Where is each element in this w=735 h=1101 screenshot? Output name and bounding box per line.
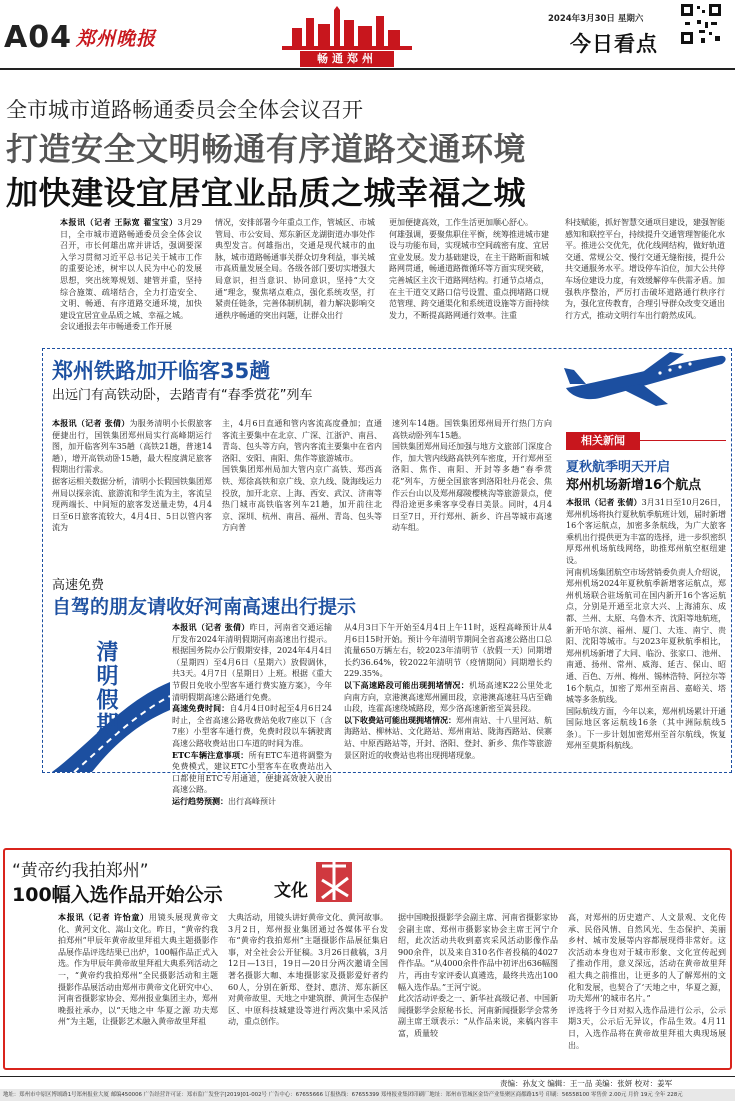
photo-column-3: 据中国晚报摄影学会副主席、河南省摄影家协会副主席、郑州市摄影家协会主席王河宁介绍，此次活动共收到嘉宾采风活动影像作品900余件，以及来自310名作者投稿的4027件作品。“从4000余件作品中初评出636幅图片，再由专家评委认真遴选，最终共选出100幅入选作品。”王河宁说。 此次活动评委之一、新华社高级记者、中国新闻摄影学会原秘书长、河南新闻摄影学会常务副主席王颂表示：“从作品来说，来稿内容丰富，质量较 [398, 913, 558, 1038]
highway-kicker: 高速免费 [52, 578, 105, 593]
lead-column-3: 更加便捷高效，工作生活更加顺心舒心。 何雄强调，要聚焦职住平衡，统筹推进城市建设与功能布局，实现城市空间疏密有度、宜居宜业发展。发力基础建设，在主干路断面和城路网贯通，畅通道路微循环等方面实现突破，完善城区主次干道路网结构。打通节点堵点，在主干道交叉路口信号设置、重点拥堵路口规范管理、跨交通渠化和系统道设施等方面持续发力，不断提高路网通行效率。注重 [389, 218, 549, 320]
lead-column-4: 科技赋能，抓好智慧交通项目建设，建强智能感知和联控平台，持续提升交通管理智能化水平。推进公交优先，优化线网结构，做好轨道交通、常规公交、慢行交通无缝衔接，提升公共交通服务水平。增设停车泊位，加大公共停车场位建设力度，有效缓解停车供需矛盾。加强秩序整治，严厉打击破坏道路通行秩序行为，强化宣传教育，合理引导群众改变交通出行方式，推动文明行车出行蔚然成风。 [565, 218, 725, 320]
culture-logo [272, 856, 364, 904]
lead-byline: 本报讯（记者 王际宽 翟宝宝） [60, 217, 178, 227]
lead-headline-2: 加快建设宜居宜业品质之城幸福之城 [6, 174, 527, 212]
section-logo [282, 6, 412, 68]
lead-column-2: 情况，安排部署今年重点工作，管城区、市城管局、市公安局、郑东新区龙湖街道办事处作典型发言。何雄指出，交通是现代城市的血脉，城市道路畅通事关群众切身利益，事关城市高质量发展全局。各级各部门要切实增强大局意识，担当意识、协同意识，坚持“大交通”理念，聚焦堵点难点，强化系统攻坚，打紧责任链条，完善体制机制，着力解决影响交通秩序畅通的突出问题，让群众出行 [215, 218, 375, 320]
rail-column-3: 速列车14趟。国铁集团郑州局开行热门方向高铁动卧列车15趟。 国铁集团郑州局还加强与地方文旅部门深度合作，加大管内线路高铁列车密度，开行郑州至洛阳、焦作、南阳、开封等多趟“春季赏花”列车，方便全国旅客到洛阳牡丹花会、焦作云台山以及郑州鄢陵樱桃沟等旅游景点，使得沿途更多乘客享受春日美景。同时，4月4日至7日，开行郑州、新乡、许昌等城市高速动车组。 [392, 419, 552, 533]
section-banner: 畅通郑州 [300, 51, 394, 67]
page-title: 今日看点 [570, 32, 658, 56]
lead-column-1: 本报讯（记者 王际宽 翟宝宝）3月29日，全市城市道路畅通委员会全体会议召开，市长何雄出席并讲话，强调要深入学习贯彻习近平总书记关于城市工作的重要论述，树牢以人民为中心的发展思想，突出统筹规划、建管并重，坚持综合施策、疏堵结合，全力打造安全、文明、畅通、有序道路交通环境，加快建设宜居宜业品质之城、幸福之城。 会议通报去年市畅通委工作开展 [60, 217, 202, 332]
highway-column-1: 本报讯（记者 张倩）昨日，河南省交通运输厅发布2024年清明假期河南高速出行提示。根据国务院办公厅假期安排，2024年4月4日（星期四）至4月6日（星期六）放假调休，共3天。4月7日（星期日）上班。根据《重大节假日免收小型客车通行费实施方案》，今年清明假期高速公路通行免费。 高速免费时间：自4月4日0时起至4月6日24时止，全省高速公路收费站免收7座以下（含7座）小型客车通行费，免费时段以车辆驶离高速公路收费站出口车道的时间为准。 ETC车辆注意事项：所有ETC车道将调整为免费模式，建议ETC小型客车在收费站出入口都使用ETC专用通道，便捷高效驶入驶出高速公路。 运行趋势预测：出行高峰预计 [172, 622, 332, 806]
road-illustration [52, 622, 170, 772]
lead-headline-1: 打造安全文明畅通有序道路交通环境 [6, 130, 527, 168]
sidebar-kicker: 夏秋航季明天开启 [566, 460, 671, 475]
footer-address: 地址：郑州市中原区博颂路1号郑州报业大厦 邮编450006 广告经营许可证：郑市监广发登字[2019]01-002号 广告中心：67655666 订报热线：67655399 郑州报业集团印刷厂地址：郑州市管城区金岱产业集聚区商都路15号 印刷：56558100 零售价 2.00元 月价 19元 全年 228元 [3, 1092, 683, 1098]
photo-headline: 100幅入选作品开始公示 [12, 884, 223, 906]
rail-column-2: 主，4月6日直通和管内客流高度叠加；直通客流主要集中在北京、广深、江浙沪、南昌、青岛、包头等方向，管内客流主要集中在省内洛阳、安阳、南阳、焦作等旅游城市。 国铁集团郑州局加大管内京广高铁、郑西高铁、郑徐高铁和京广线、京九线、陇海线运力投放，加开北京、上海、西安、武汉、济南等热门城市高铁临客列车21趟，加开前往北京、深圳、杭州、南昌、福州、青岛、包头等方向普 [222, 419, 382, 533]
sidebar-column: 本报讯（记者 张倩）3月31日至10月26日，郑州机场将执行夏秋航季航班计划，届时新增16个客运航点，加密多条航线，为广大旅客乘机出行提供更为丰富的选择，进一步织密织厚郑州机场航线网络，助推郑州航空枢纽建设。 河南机场集团航空市场营销委负责人介绍说，郑州机场2024年夏秋航季新增客运航点，郑州机场联合驻场航司在国内新开16个客运航点，分别是开通至北京大兴、上海浦东、成都、兰州、太原、乌鲁木齐、沈阳等地航班，新开哈尔滨、福州、厦门、大连、南宁、贵阳、沈阳等城市。与2023年夏秋航季相比，郑州机场新增了大同、临汾、张家口、池州、南通、扬州、常州、威海、延吉、保山、昭通、百色、万州、梅州、锡林浩特、阿拉尔等16个航点，加密了郑州至南昌、嘉峪关、塔城等多条航线。 国际航线方面，今年以来，郑州机场累计开通国际地区客运航线16条（其中洲际航线5条）。下一步计划加密郑州至首尔航线，恢复郑州至莫斯科航线。 [566, 497, 726, 751]
masthead [0, 0, 735, 70]
highway-headline: 自驾的朋友请收好河南高速出行提示 [52, 596, 357, 618]
photo-column-1: 本报讯（记者 许怡童）用镜头展现黄帝文化、黄河文化、嵩山文化。昨日，“黄帝约我拍郑州”甲辰年黄帝故里拜祖大典主题摄影作品展作品评选结果已出炉，100幅作品正式入选。作为甲辰年黄帝故里拜祖大典系列活动之一，“黄帝约我拍郑州”全民摄影活动和主题摄影作品展活动由郑州市黄帝文化研究中心、河南省摄影家协会、郑州报业集团主办，郑州晚报社承办，以“天地之中 华夏之源 功夫郑州”为主题，让摄影艺术融入黄帝故里拜祖 [58, 912, 218, 1027]
qr-code-icon [679, 2, 723, 46]
culture-logo-text: 文化 [274, 881, 308, 901]
airplane-icon [560, 348, 728, 410]
highway-column-2: 从4月3日下午开始至4月4日上午11时，返程高峰预计从4月6日15时开始。预计今年清明节期间全省高速公路出口总流量650万辆左右，较2023年清明节（放假一天）同期增长约36.64%，较2022年清明节（疫情期间）同期增长约229.35%。 以下高速路段可能出现拥堵情况：机场高速K22公里处北向南方向，京港澳高速郑州圃田段，京港澳高速驻马店至确山段，连霍高速绕城路段，郑少洛高速新密至嵩县段。 以下收费站可能出现拥堵情况：郑州南站、十八里河站、航海路站、柳林站、文化路站、郑州南站、陇海西路站、侯寨站、中原西路站等，开封、洛阳、登封、新乡、焦作等旅游景区附近的收费站也将出现拥堵现象。 [344, 623, 553, 760]
lead-kicker: 全市城市道路畅通委员会全体会议召开 [6, 98, 363, 122]
photo-kicker: “黄帝约我拍郑州” [12, 861, 149, 881]
issue-date: 2024年3月30日 星期六 [548, 14, 644, 24]
paper-name: 郑州晚报 [76, 28, 157, 50]
rail-subhead: 出远门有高铁动卧，去踏青有“春季赏花”列车 [52, 388, 313, 403]
sidebar-headline: 郑州机场新增16个航点 [566, 478, 702, 493]
holiday-label: 清明假期 [93, 640, 118, 736]
photo-column-4: 高，对郑州的历史遗产、人文景观、文化传承、民俗风情、自然风光、生态保护、美丽乡村、城市发展等内容都展现得非常好。这次活动本身也对于城市形象、文化宣传起到了推动作用，意义深远，活动在黄帝故里拜祖大典之前推出，让更多的人了解郑州的文化和发展，也契合了‘天地之中，华夏之源，功夫郑州’的城市名片。” 评选将于今日对拟入选作品进行公示，公示期3天，公示后无异议，作品生效。4月11日，入选作品将在黄帝故里拜祖大典现场展出。 [568, 913, 726, 1050]
rail-column-1: 本报讯（记者 张倩）为服务清明小长假旅客便捷出行，国铁集团郑州局实行高峰期运行图，加开临客列车35趟（高铁21趟，普速14趟），增开高铁动卧15趟，最大程度满足旅客假期出行需求。 据客运相关数据分析，清明小长假国铁集团郑州局以探亲流、旅游流和学生流为主，客流呈现两端长、中间短的旅客发送量走势，4月4日至6日旅客流较大，4月4日、5日以管内客流为 [52, 418, 212, 533]
rail-headline: 郑州铁路加开临客35趟 [52, 359, 271, 383]
skyline-icon [282, 6, 412, 50]
photo-column-2: 大典活动，用镜头讲好黄帝文化、黄河故事。 3月2日，郑州报业集团通过各媒体平台发布“黄帝约我拍郑州”主题摄影作品展征集启事，对全社会公开征稿。3月26日截稿，3月12日—13日，19日—20日分两次邀请全国著名摄影大咖、本地摄影家及摄影爱好者约60人，分别在新郑、登封、惠济、郑东新区对黄帝故里、天地之中建筑群、黄河生态保护区、中原科技城建设等进行两次集中采风活动，重点创作。 [228, 913, 388, 1027]
footer-editors: 责编：孙友文 编辑：王一品 美编：张妍 校对：姜军 [500, 1079, 673, 1088]
related-news-badge: 相关新闻 [566, 432, 640, 450]
page-number: A04 [4, 20, 72, 55]
